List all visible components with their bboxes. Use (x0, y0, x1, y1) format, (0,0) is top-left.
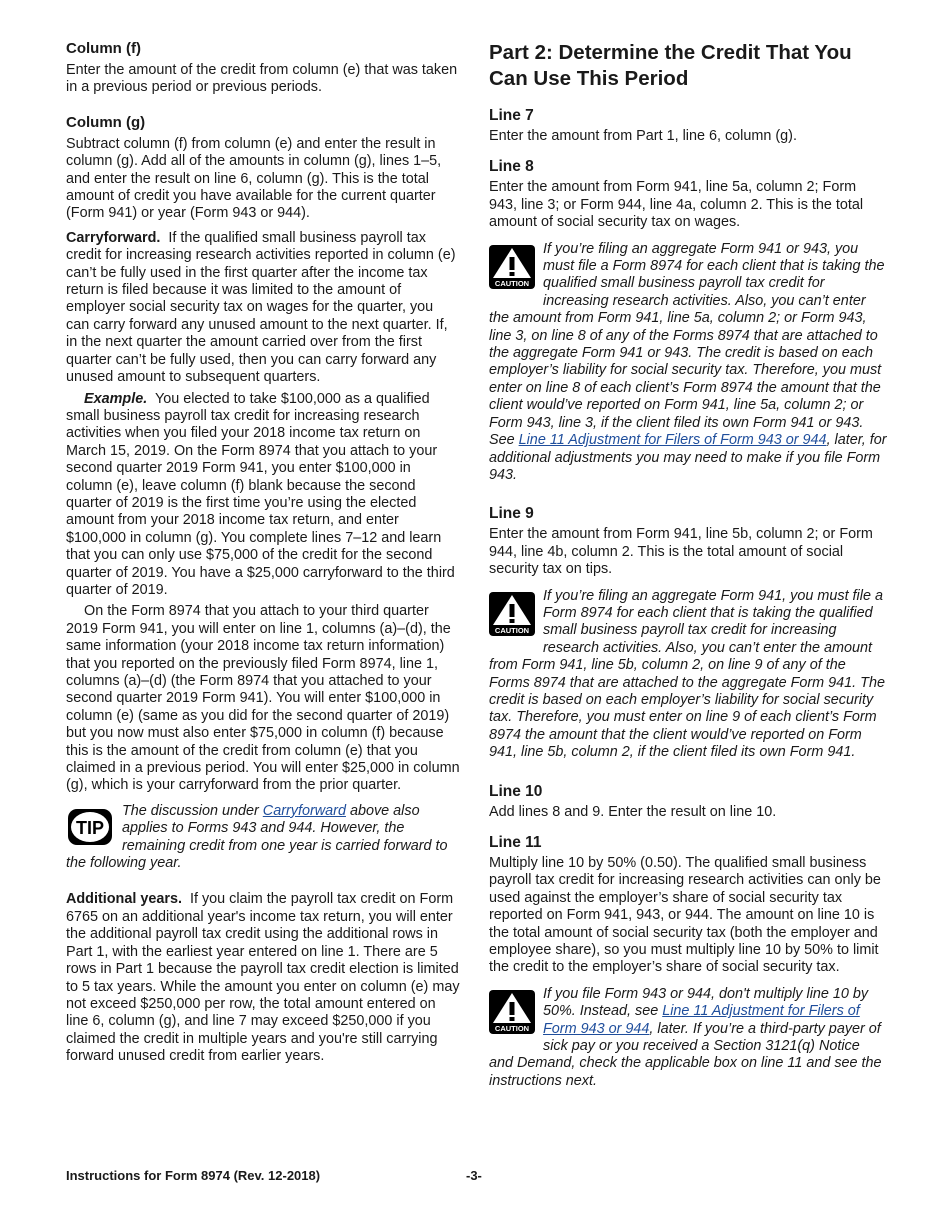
line-8-text: Enter the amount from Form 941, line 5a, column 2; Form 943, line 3; or Form 944, line 4a, column 2. This is the total amount of social security tax on wages. (489, 179, 864, 231)
carryforward-link[interactable]: Carryforward (262, 802, 346, 819)
line-10-heading: Line 10 (489, 782, 543, 800)
line-11-text: Multiply line 10 by 50% (0.50). The qualified small business payroll tax credit for increasing research activities can only be used against the employer’s share of social security tax reported on Form 941, 943, or 944. The amount on line 10 is the total amount of social security tax (both the employer and employee share), so you must multiply line 10 by 50% to limit the credit to the employer’s share of social security tax. (489, 855, 881, 976)
line-7-text: Enter the amount from Part 1, line 6, column (g). (489, 128, 797, 144)
line-11-adjustment-link[interactable]: Line 11 Adjustment for Filers of Form 943 or 944 (543, 1003, 860, 1037)
caution-icon (489, 592, 535, 641)
caution-icon (489, 245, 535, 294)
caution-note-3 (489, 986, 887, 1090)
column-g-heading: Column (g) (66, 113, 146, 131)
caution-icon-label: CAUTION (494, 278, 530, 288)
line-9-text: Enter the amount from Form 941, line 5b, column 2; or Form 944, line 4b, column 2. This is the total amount of social security tax on tips. (489, 526, 873, 578)
page-number: -3- (466, 1168, 482, 1183)
tip-icon-label: TIP (75, 817, 105, 838)
caution-text-3: If you file Form 943 or 944, don't multiply line 10 by 50%. Instead, see Line 11 Adjustment for Filers of Form 943 or 944, later. If you’re a third-party payer of sick pay or you received a Section 3121(q) Notice and Demand, check the applicable box on line 11 and see the instructions next. (489, 985, 882, 1089)
additional-years-paragraph (66, 891, 460, 1065)
example-label: Example. (84, 390, 148, 407)
caution-icon-label: CAUTION (494, 625, 530, 635)
right-column (489, 40, 887, 1090)
tip-note (66, 803, 460, 873)
carryforward-paragraph (66, 230, 460, 387)
form-8974-paragraph: On the Form 8974 that you attach to your third quarter 2019 Form 941, you will enter on line 1, columns (a)–(d), the same information (your 2018 income tax return information) that you reported on the previously filed Form 8974, line 1, columns (a)–(d) (the Form 8974 that you attached to your second quarter 2019 Form 941). You will enter $100,000 in column (e) (same as you did for the second quarter of 2019) but you now must also enter $75,000 in column (f) because this is the amount of the credit from column (e) that you claimed in a previous period. You will enter $25,000 in column (g), which is your carryforward from the prior quarter. (66, 603, 460, 794)
line-10-text: Add lines 8 and 9. Enter the result on line 10. (489, 803, 777, 820)
line-8-heading: Line 8 (489, 158, 534, 176)
column-g-text: Subtract column (f) from column (e) and enter the result in column (g). Add all of the amounts in column (g), lines 1–5, and enter the result on line 6, column (g). This is the total amount of credit you have available for the current quarter (Form 941) or year (Form 943 or 944). (66, 135, 442, 222)
additional-years-text: If you claim the payroll tax credit on Form 6765 on an additional year's income tax return, you will enter the additional payroll tax credit using the additional rows in Part 1, with the earliest year entered on line 1. There are 5 rows in Part 1 because the payroll tax credit election is limited to 5 tax years. While the amount you enter on column (e) may not exceed $250,000 per row, the total amount entered on line 6, column (g), and line 7 may exceed $250,000 if you claimed the credit in multiple years and you're still carrying forward unused credit from earlier years. (66, 891, 460, 1065)
additional-years-label: Additional years. (66, 891, 182, 908)
example-paragraph (66, 391, 460, 600)
line-7-heading: Line 7 (489, 107, 534, 124)
part-2-heading: Part 2: Determine the Credit That You Can Use This Period (489, 41, 852, 90)
carryforward-label: Carryforward. (66, 229, 161, 246)
example-text: You elected to take $100,000 as a qualified small business payroll tax credit for increasing research activities when you filed your 2018 income tax return on March 15, 2019. On the Form 8974 that you attach to your second quarter 2019 Form 941, you enter $100,000 in column (e), leave column (f) blank because the second quarter of 2019 is the first time you’re using the elected amount from your 2018 income tax return, and enter $100,000 in column (g). You complete lines 7–12 and learn that you can only use $75,000 of the credit for the second quarter of 2019. You have a $25,000 carryforward to the third quarter of 2019. (66, 390, 455, 598)
column-f-heading: Column (f) (66, 40, 141, 57)
carryforward-text: If the qualified small business payroll tax credit for increasing research activities reported in column (e) can’t be fully used in the first quarter after the income tax return is filed because it was limited to the amount of employer social security tax on wages for the quarter, you can carry forward any unused amount to the next quarter. If, in the next quarter the amount carried over from the first quarter can’t be fully used, then you can carry forward any unused amount to subsequent quarters. (66, 229, 456, 386)
caution-icon-label: CAUTION (494, 1023, 530, 1033)
caution-note-2 (489, 588, 887, 762)
line-9-heading: Line 9 (489, 505, 534, 523)
left-column (66, 40, 460, 1066)
caution-note-1 (489, 241, 887, 485)
caution-text-2: If you’re filing an aggregate Form 941, you must file a Form 8974 for each client that is taking the qualified small business payroll tax credit for increasing research activities. Also, you can’t enter the amount from Form 941, line 5b, column 2, on line 9 of any of the Forms 8974 that are attached to the aggregate Form 941. The credit is based on each employer’s liability for social security tax. Therefore, you must enter on line 9 of each client’s Form 8974 the amount that the client would’ve reported on Form 941, line 5b, column 2, if the client filed its own Form 941. (489, 587, 885, 761)
tip-icon (66, 807, 114, 852)
tip-text: The discussion under Carryforward above also applies to Forms 943 and 944. However, the remaining credit from one year is carried forward to the following year. (66, 802, 448, 872)
footer-form-title: Instructions for Form 8974 (Rev. 12-2018) (66, 1168, 321, 1183)
line-11-heading: Line 11 (489, 834, 542, 851)
caution-icon (489, 990, 535, 1039)
line-11-adjustment-link[interactable]: Line 11 Adjustment for Filers of Form 943 or 944 (518, 432, 827, 449)
column-f-text: Enter the amount of the credit from column (e) that was taken in a previous period or previous periods. (66, 62, 458, 96)
caution-text-1: If you’re filing an aggregate Form 941 or 943, you must file a Form 8974 for each client that is taking the qualified small business payroll tax credit for increasing research activities. Also, you can’t enter the amount from Form 941, line 5a, column 2; or Form 943, line 3, on line 8 of any of the Forms 8974 that are attached to the aggregate Form 941 or 943. The credit is based on each employer’s liability for social security tax. Therefore, you must enter on line 8 of each client’s Form 8974 the amount that the client would’ve reported on Form 941, line 5a, column 2; or Form 943, line 3, if the client filed its own Form 941 or 943. See Line 11 Adjustment for Filers of Form 943 or 944, later, for additional adjustments you may need to make if you file Form 943. (489, 240, 887, 483)
